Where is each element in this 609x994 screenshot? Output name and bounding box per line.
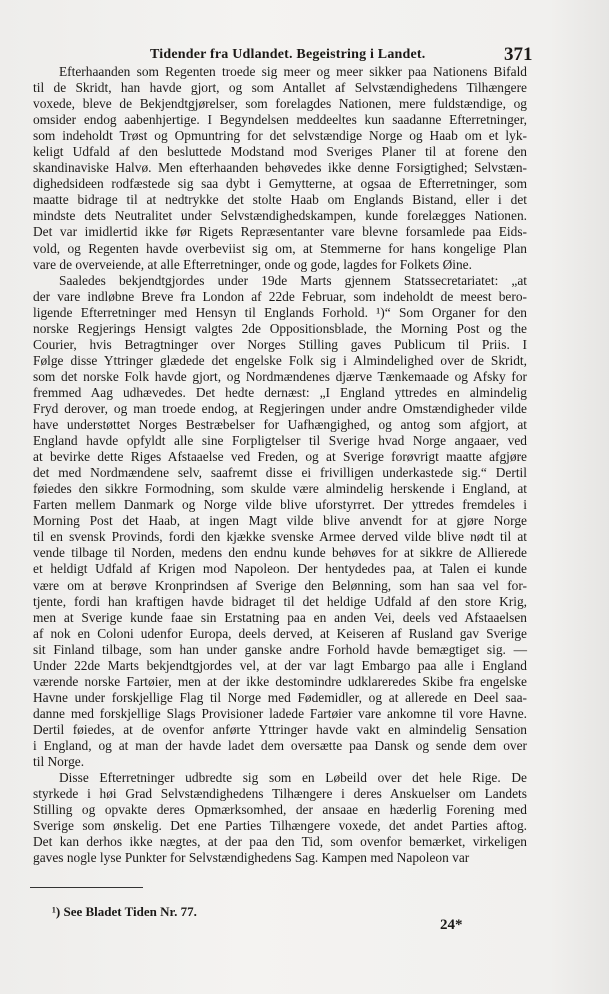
text-line: England havde opfyldt alle sine Forpligtelser til Sverige hvad Norge angaaer, ved [33,433,527,449]
body-text [33,64,527,866]
text-line: værende norske Fartøier, men at der ikke destomindre udklareredes Skibe fra engelske [33,673,527,689]
text-line: danne med forskjellige Slags Provisioner ladede Fartøier vare ankomne til vore Havne. [33,705,527,721]
footnote-divider [30,887,143,888]
text-line: et heldigt Udfald af Krigen mod Napoleon. Der hentydedes paa, at Talen ei kunde [33,561,527,577]
text-line: Saaledes bekjendtgjordes under 19de Marts gjennem Statssecretariatet: „at [59,272,527,288]
text-line: maatte bidrage til at nedtrykke det stolte Haab om Englands Bistand, eller i det [33,192,527,208]
signature-mark: 24* [440,917,463,933]
running-title: Tidender fra Udlandet. Begeistring i Landet. [150,47,426,62]
text-line: til Norge. [33,754,85,770]
text-line: at bevirke dette Riges Afstaaelse ved Freden, og at Sverige forøvrigt maatte afgjøre [33,449,527,465]
page-number: 371 [504,44,533,65]
text-line: have understøttet Norges Bestræbelser for Uafhængighed, og antog som afgjort, at [33,417,527,433]
text-line: gaves nogle lyse Punkter for Selvstændighedens Sag. Kampen med Napoleon var [33,850,470,866]
text-line: fremmed Aag udhævedes. Det hedte dernæst: „I England yttredes en almindelig [33,384,527,400]
text-line: Sverige som ønskelig. Det ene Parties Tilhængere voxede, det andet Parties aftog. [33,818,527,834]
text-line: Efterhaanden som Regenten troede sig meer og meer sikker paa Nationens Bifald [59,64,527,79]
text-line: Under 22de Marts bekjendtgjordes vel, at der var lagt Embargo paa alle i England [33,657,527,673]
text-line: Havne under forskjellige Flag til Norge med Fødemidler, og at allerede en Deel saa- [33,689,527,705]
text-line: Morning Post det Haab, at ingen Magt vilde blive anvendt for at gjøre Norge [33,513,527,529]
text-line: der vare indløbne Breve fra London af 22de Februar, som indeholdt de meest bero- [33,288,527,304]
text-line: Dertil føiedes, at de ovenfor anførte Yttringer havde vakt en almindelig Sensation [33,721,527,737]
text-line: vende tilbage til Norden, medens den endnu kunde behøves for at sikkre de Allierede [33,545,527,561]
text-line: norske Regjerings Hensigt valgtes 2de Oppositionsblade, the Morning Post og the [33,320,527,336]
text-line: være om at berøve Kronprindsen af Sverige den Belønning, som han saa vel for- [33,577,527,593]
text-line: til de Skridt, han havde gjort, og som Antallet af Selvstændighedens Tilhængere [33,80,527,96]
text-line: i England, og at man der havde ladet dem oversætte paa Dansk og sende dem over [33,737,527,753]
text-line: omsider endog aabenhjertige. I Begyndelsen meddeeltes kun saadanne Efterretninger, [33,112,527,128]
text-line: som indeholdt Trøst og Opmuntring for det selvstændige Norge og Haab om et lyk- [33,128,527,144]
text-line: føiedes den sikkre Formodning, som skulde være almindelig herskende i England, at [33,481,527,497]
text-line: det med Nordmændene selv, saafremt disse ei frivilligen underkastede sig.“ Dertil [33,465,527,481]
text-line: voxede, bleve de Bekjendtgjørelser, som forelagdes Nationen, mere fuldstændige, og [33,96,527,112]
text-line: som det norske Folk havde gjort, og Nordmændenes djærve Tænkemaade og Afsky for [33,368,527,384]
text-line: af nok en Coloni udenfor Europa, deels derved, at Keiseren af Rusland gav Sverige [33,625,527,641]
text-line: dighedsideen rodfæstede sig saa dybt i Gemytterne, at ogsaa de Efterretninger, som [33,176,527,192]
footnote: ¹) See Bladet Tiden Nr. 77. [52,904,197,919]
text-line: Disse Efterretninger udbredte sig som en Løbeild over det hele Rige. De [59,770,527,786]
text-line: Stilling og opvakte deres Opmærksomhed, der ansaae en hæderlig Forening med [33,802,527,818]
text-line: Courier, hvis Betragtninger over Norges Stilling gaves Publicum til Priis. I [33,336,527,352]
text-line: keligt Udfald af den besluttede Modstand mod Sveriges Planer til at forene den [33,144,527,160]
text-line: mindste dets Neutralitet under Selvstændighedskampen, kunde forelægges Nationen. [33,208,527,224]
text-line: sit Finland tilbage, som han under ganske andre Forhold havde bemægtiget sig. — [33,641,527,657]
text-line: Fryd derover, og man troede endog, at Regjeringen under andre Omstændigheder vilde [33,400,527,416]
text-line: Det var imidlertid ikke før Rigets Repræsentanter vare blevne forsamlede paa Eids- [33,224,527,240]
text-line: skandinaviske Halvø. Men efterhaanden behøvedes ikke denne Forsigtighed; Selvstæn- [33,160,527,176]
text-line: men at Sverige kunde faae sin Erstatning paa en anden Vei, deels ved Afstaaelsen [33,609,527,625]
text-line: ligende Efterretninger med Hensyn til Englands Forhold. ¹)“ Som Organer for den [33,304,527,320]
text-line: vold, og Regenten havde overbeviist sig om, at Stemmerne for hans kongelige Plan [33,240,527,256]
text-line: Farten mellem Danmark og Norge vilde blive uforstyrret. Der yttredes fremdeles i [33,497,527,513]
text-line: Det kan derhos ikke nægtes, at der paa den Tid, som ovenfor bemærket, virkeligen [33,834,527,850]
text-line: vare de overveiende, at alle Efterretninger, onde og gode, lagdes for Folkets Øine. [33,256,472,272]
text-line: styrkede i høi Grad Selvstændighedens Tilhængere i deres Anskuelser om Landets [33,786,527,802]
text-line: til en svensk Provinds, fordi den kjække svenske Armee derved vilde blive nødt til at [33,529,527,545]
text-line: tjente, fordi han kraftigen havde bidraget til det heldige Udfald af den store Krig, [33,593,527,609]
text-line: Følge disse Yttringer glædede det engelske Folk sig i Almindelighed over de Skridt, [33,352,527,368]
